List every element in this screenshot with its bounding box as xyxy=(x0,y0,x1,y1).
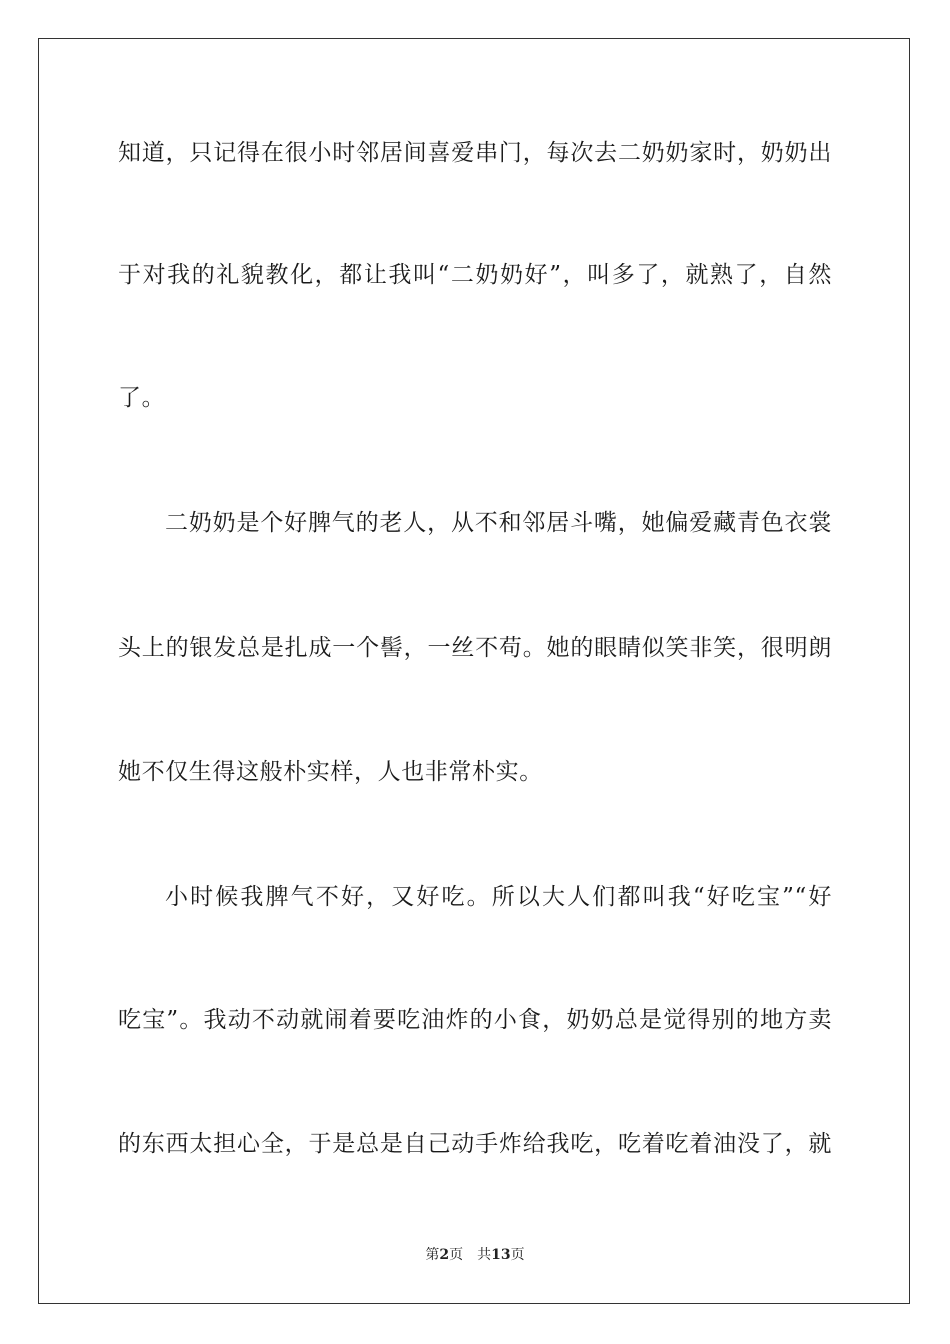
current-page-number: 2 xyxy=(439,1247,450,1263)
body-text-line: 知道，只记得在很小时邻居间喜爱串门，每次去二奶奶家时，奶奶出 xyxy=(118,140,832,166)
total-prefix: 共 xyxy=(477,1247,492,1263)
body-text-line: 的东西太担心全，于是总是自己动手炸给我吃，吃着吃着油没了，就 xyxy=(118,1131,832,1157)
page-footer xyxy=(0,1246,950,1264)
total-unit: 页 xyxy=(510,1247,525,1263)
body-text-line: 于对我的礼貌教化，都让我叫“二奶奶好”，叫多了，就熟了，自然 xyxy=(118,262,832,288)
page-unit: 页 xyxy=(449,1247,464,1263)
page-prefix: 第 xyxy=(425,1247,440,1263)
total-page-count: 13 xyxy=(491,1247,511,1263)
paragraph-first-line: 小时候我脾气不好，又好吃。所以大人们都叫我“好吃宝”“好 xyxy=(165,884,832,910)
body-text-line: 了。 xyxy=(118,385,166,411)
body-text-line: 头上的银发总是扎成一个髻，一丝不苟。她的眼睛似笑非笑，很明朗 xyxy=(118,635,832,661)
page-border xyxy=(38,38,910,1304)
body-text-line: 吃宝”。我动不动就闹着要吃油炸的小食，奶奶总是觉得别的地方卖 xyxy=(118,1007,832,1033)
paragraph-first-line: 二奶奶是个好脾气的老人，从不和邻居斗嘴，她偏爱藏青色衣裳 xyxy=(165,510,832,536)
body-text-line: 她不仅生得这般朴实样，人也非常朴实。 xyxy=(118,759,543,785)
